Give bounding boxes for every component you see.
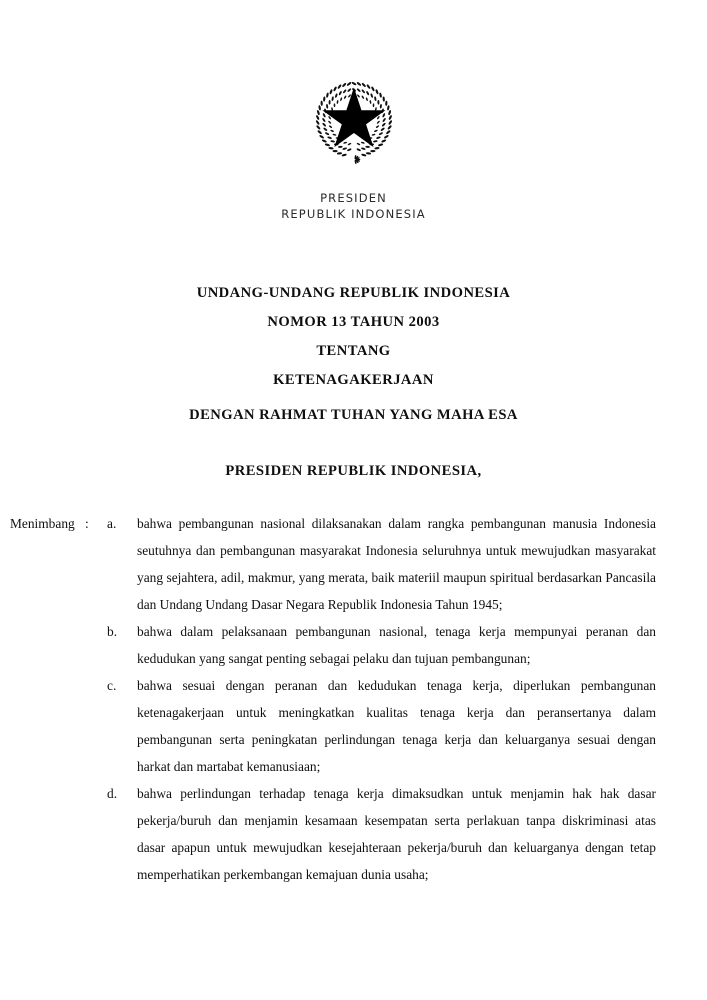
item-body-d	[137, 780, 707, 888]
item-letter-c: c.	[107, 678, 117, 693]
decree-invocation: DENGAN RAHMAT TUHAN YANG MAHA ESA	[189, 407, 518, 423]
item-body-c	[137, 672, 707, 780]
emblem-caption-line-2: REPUBLIK INDONESIA	[281, 207, 426, 221]
considerations-label-cell	[0, 510, 85, 537]
item-letter-d: d.	[107, 786, 118, 801]
document-title-block	[0, 279, 707, 395]
signatory-title: PRESIDEN REPUBLIK INDONESIA,	[225, 463, 482, 479]
item-body-a	[137, 510, 707, 618]
item-text-b: bahwa dalam pelaksanaan pembangunan nasional, tenaga kerja mempunyai peranan dan kedudukan yang sangat penting sebagai pelaku dan tujuan pembangunan;	[137, 624, 656, 666]
indonesian-presidential-seal-icon	[302, 68, 406, 172]
emblem-caption-line-1: PRESIDEN	[320, 191, 387, 205]
item-text-a: bahwa pembangunan nasional dilaksanakan dalam rangka pembangunan manusia Indonesia seutuhnya dan pembangunan masyarakat Indonesia seluruhnya untuk mewujudkan masyarakat yang sejahtera, adil, makmur, yang merata, baik materiil maupun spiritual berdasarkan Pancasila dan Undang Undang Dasar Negara Republik Indonesia Tahun 1945;	[137, 516, 656, 612]
item-letter-b: b.	[107, 624, 118, 639]
decree-invocation-block	[0, 405, 707, 425]
considerations-section	[0, 510, 707, 888]
item-text-d: bahwa perlindungan terhadap tenaga kerja dimaksudkan untuk menjamin hak hak dasar pekerja/buruh dan menjamin kesamaan kesempatan serta perlakuan tanpa diskriminasi atas dasar apapun untuk mewujudkan kesejahteraan pekerja/buruh dan keluarganya dengan tetap memperhatikan perkembangan kemajuan dunia usaha;	[137, 786, 656, 882]
emblem-caption	[0, 190, 707, 222]
presidential-emblem-block	[0, 68, 707, 172]
page-title: UNDANG-UNDANG REPUBLIK INDONESIA	[196, 285, 511, 301]
document-number: NOMOR 13 TAHUN 2003	[267, 314, 440, 330]
considerations-label: Menimbang	[10, 516, 75, 531]
considerations-colon: :	[85, 516, 89, 531]
item-body-b	[137, 618, 707, 672]
consideration-item-c	[0, 672, 707, 780]
item-text-c: bahwa sesuai dengan peranan dan kedudukan tenaga kerja, diperlukan pembangunan ketenagakerjaan untuk meningkatkan kualitas tenaga kerja dan peransertanya dalam pembangunan serta peningkatan perlindungan tenaga kerja dan keluarganya sesuai dengan harkat dan martabat kemanusiaan;	[137, 678, 656, 774]
consideration-item-a	[0, 510, 707, 618]
document-about-label: TENTANG	[316, 343, 391, 359]
signatory-block	[0, 461, 707, 481]
consideration-item-b	[0, 618, 707, 672]
item-letter-a: a.	[107, 516, 117, 531]
consideration-item-d	[0, 780, 707, 888]
document-subject: KETENAGAKERJAAN	[273, 372, 434, 388]
